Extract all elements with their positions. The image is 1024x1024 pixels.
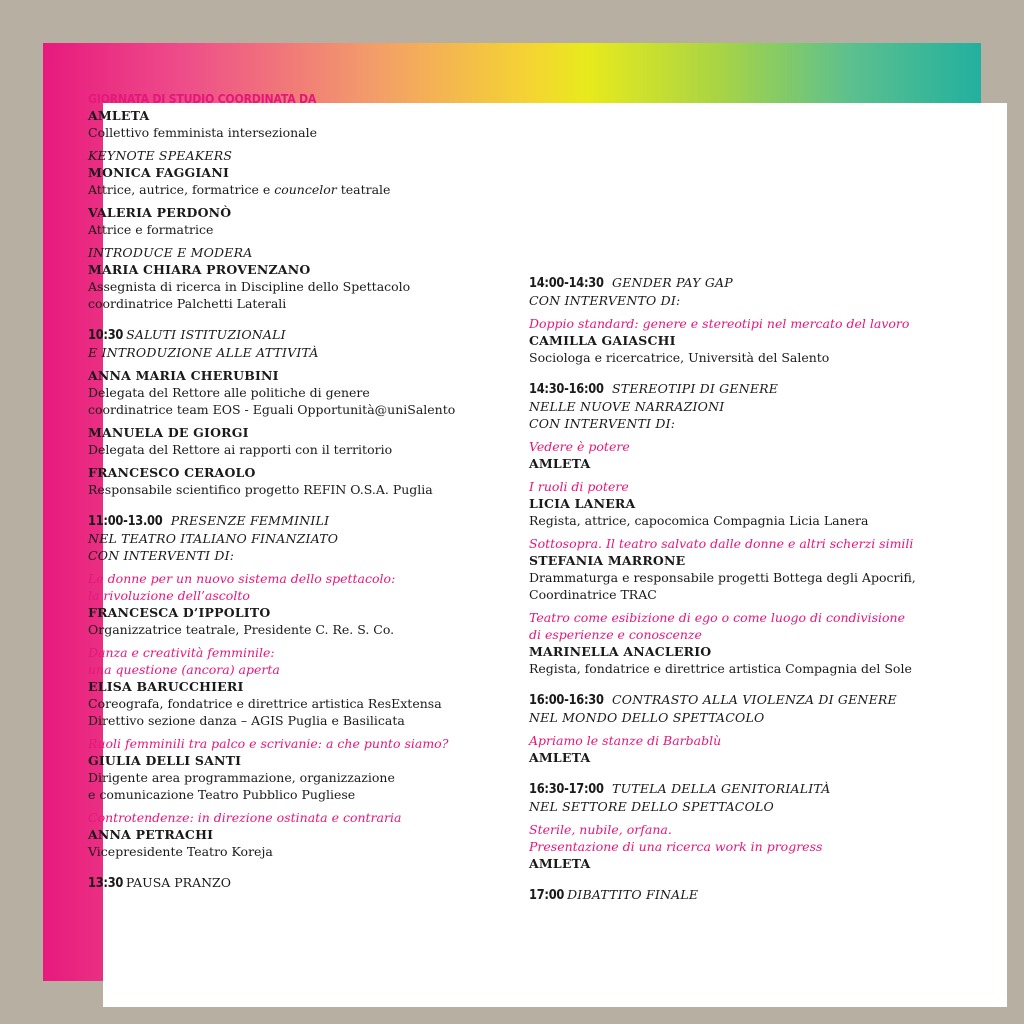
talk-title: Sottosopra. Il teatro salvato dalle donne e altri scherzi simili <box>529 536 914 551</box>
coordinated-header: GIORNATA DI STUDIO COORDINATA DA <box>88 91 317 106</box>
session-title: E INTRODUZIONE ALLE ATTIVITÀ <box>88 345 319 360</box>
talk-title: Teatro come esibizione di ego o come luogo di condivisione <box>529 610 905 625</box>
talk-title: Ruoli femminili tra palco e scrivanie: a che punto siamo? <box>88 736 449 751</box>
with-label: CON INTERVENTI DI: <box>88 548 235 563</box>
moderator-desc: Assegnista di ricerca in Discipline dello Spettacolo <box>88 279 411 294</box>
session-time: 10:30 <box>88 328 124 343</box>
session-time: 13:30 <box>88 876 124 891</box>
session-title: NEL MONDO DELLO SPETTACOLO <box>529 710 765 725</box>
moderator-label: INTRODUCE E MODERA <box>88 245 253 260</box>
talk-title: I ruoli di potere <box>529 479 629 494</box>
session-time: 14:30-16:00 <box>529 382 604 397</box>
speaker-desc: Responsabile scientifico progetto REFIN O.S.A. Puglia <box>88 482 433 497</box>
session-title: 10:30 SALUTI ISTITUZIONALI <box>88 327 286 343</box>
talk-title: Vedere è potere <box>529 439 630 454</box>
talk-title: una questione (ancora) aperta <box>88 662 280 677</box>
speaker-name: STEFANIA MARRONE <box>529 553 686 568</box>
keynote-label: KEYNOTE SPEAKERS <box>88 148 233 163</box>
speaker-name: LICIA LANERA <box>529 496 636 511</box>
speaker-desc: Attrice e formatrice <box>88 222 214 237</box>
speaker-name: MARINELLA ANACLERIO <box>529 644 712 659</box>
speaker-name: ELISA BARUCCHIERI <box>88 679 244 694</box>
session-title: 17:00 DIBATTITO FINALE <box>529 887 699 903</box>
moderator-name: MARIA CHIARA PROVENZANO <box>88 262 311 277</box>
speaker-desc: Delegata del Rettore alle politiche di genere <box>88 385 370 400</box>
with-label: CON INTERVENTI DI: <box>529 416 676 431</box>
session-time: 11:00-13.00 <box>88 514 163 529</box>
speaker-desc: Delegata del Rettore ai rapporti con il territorio <box>88 442 393 457</box>
left-column <box>88 91 508 892</box>
speaker-name: GIULIA DELLI SANTI <box>88 753 242 768</box>
talk-title: Controtendenze: in direzione ostinata e contraria <box>88 810 402 825</box>
session-time: 14:00-14:30 <box>529 276 604 291</box>
speaker-desc: coordinatrice team EOS - Eguali Opportunità@uniSalento <box>88 402 456 417</box>
session-title: NEL TEATRO ITALIANO FINANZIATO <box>88 531 339 546</box>
speaker-name: ANNA PETRACHI <box>88 827 214 842</box>
session-title: 13:30 PAUSA PRANZO <box>88 875 231 891</box>
speaker-desc: Dirigente area programmazione, organizzazione <box>88 770 395 785</box>
speaker-name: AMLETA <box>529 750 591 765</box>
speaker-name: AMLETA <box>529 856 591 871</box>
speaker-desc: e comunicazione Teatro Pubblico Pugliese <box>88 787 356 802</box>
talk-title: Doppio standard: genere e stereotipi nel mercato del lavoro <box>529 316 910 331</box>
talk-title: Le donne per un nuovo sistema dello spettacolo: <box>88 571 396 586</box>
session-time: 16:30-17:00 <box>529 782 604 797</box>
talk-title: Presentazione di una ricerca work in progress <box>529 839 823 854</box>
talk-title: Danza e creatività femminile: <box>88 645 275 660</box>
speaker-name: AMLETA <box>529 456 591 471</box>
session-title: 16:00-16:30 CONTRASTO ALLA VIOLENZA DI GENERE <box>529 692 897 708</box>
speaker-desc: Regista, fondatrice e direttrice artistica Compagnia del Sole <box>529 661 912 676</box>
coordinator-name: AMLETA <box>88 108 150 123</box>
session-title: 14:00-14:30 GENDER PAY GAP <box>529 275 733 291</box>
speaker-desc: Vicepresidente Teatro Koreja <box>88 844 273 859</box>
speaker-name: FRANCESCO CERAOLO <box>88 465 256 480</box>
speaker-name: VALERIA PERDONÒ <box>88 205 232 220</box>
speaker-desc: Coreografa, fondatrice e direttrice artistica ResExtensa <box>88 696 442 711</box>
talk-title: di esperienze e conoscenze <box>529 627 702 642</box>
coordinator-desc: Collettivo femminista intersezionale <box>88 125 317 140</box>
session-time: 17:00 <box>529 888 565 903</box>
with-label: CON INTERVENTO DI: <box>529 293 681 308</box>
session-title: NELLE NUOVE NARRAZIONI <box>529 399 725 414</box>
talk-title: Apriamo le stanze di Barbablù <box>529 733 722 748</box>
session-title: 14:30-16:00 STEREOTIPI DI GENERE <box>529 381 779 397</box>
speaker-name: FRANCESCA D’IPPOLITO <box>88 605 271 620</box>
speaker-desc: Attrice, autrice, formatrice e councelor teatrale <box>88 182 391 197</box>
talk-title: Sterile, nubile, orfana. <box>529 822 672 837</box>
speaker-desc: Organizzatrice teatrale, Presidente C. Re. S. Co. <box>88 622 395 637</box>
session-time: 16:00-16:30 <box>529 693 604 708</box>
speaker-desc: Regista, attrice, capocomica Compagnia Licia Lanera <box>529 513 869 528</box>
speaker-name: MANUELA DE GIORGI <box>88 425 249 440</box>
session-title: 16:30-17:00 TUTELA DELLA GENITORIALITÀ <box>529 781 831 797</box>
moderator-desc: coordinatrice Palchetti Laterali <box>88 296 287 311</box>
speaker-name: CAMILLA GAIASCHI <box>529 333 676 348</box>
right-column <box>529 274 959 904</box>
speaker-name: MONICA FAGGIANI <box>88 165 230 180</box>
speaker-desc: Drammaturga e responsabile progetti Bottega degli Apocrifi, <box>529 570 916 585</box>
speaker-desc: Direttivo sezione danza – AGIS Puglia e Basilicata <box>88 713 405 728</box>
speaker-desc: Coordinatrice TRAC <box>529 587 657 602</box>
talk-title: la rivoluzione dell’ascolto <box>88 588 250 603</box>
session-title: NEL SETTORE DELLO SPETTACOLO <box>529 799 774 814</box>
speaker-name: ANNA MARIA CHERUBINI <box>88 368 279 383</box>
session-title: 11:00-13.00 PRESENZE FEMMINILI <box>88 513 330 529</box>
speaker-desc: Sociologa e ricercatrice, Università del Salento <box>529 350 830 365</box>
